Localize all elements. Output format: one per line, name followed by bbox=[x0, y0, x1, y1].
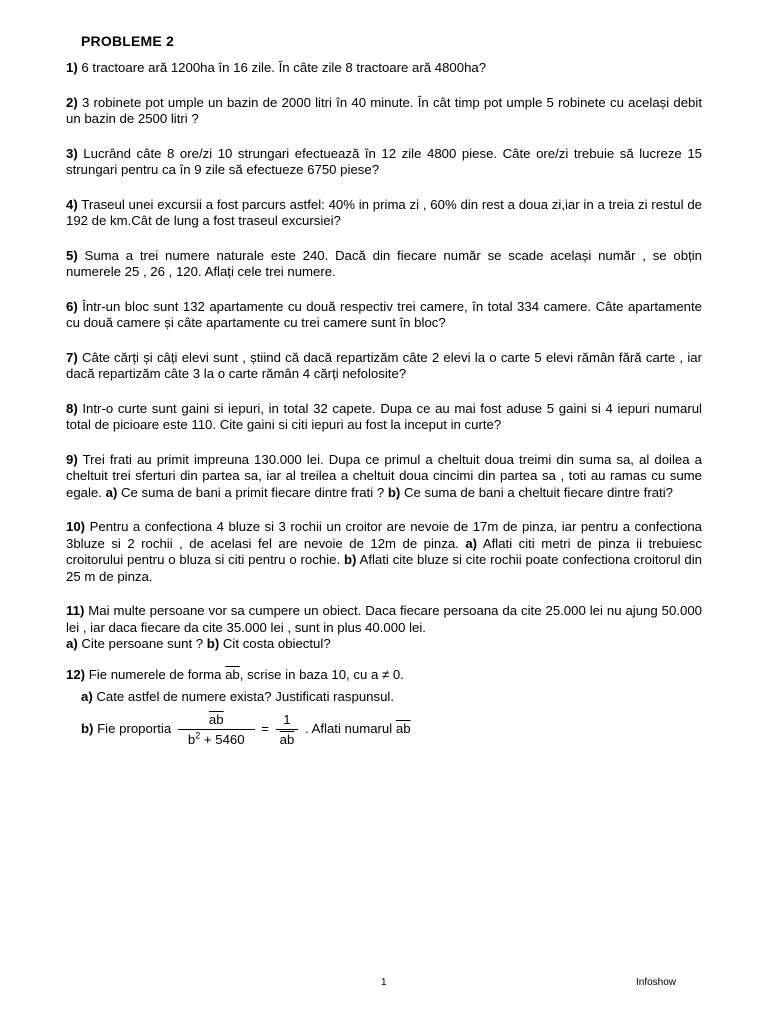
problem-text: Câte cărți și câți elevi sunt , știind că dacă repartizăm câte 2 elevi la o carte 5 elevi rămân fără carte , iar dacă repartizăm câte 3 la o carte rămân 4 cărți nefolosite? bbox=[66, 349, 702, 381]
problem-number: 6) bbox=[66, 298, 78, 314]
problem-1 bbox=[66, 60, 702, 77]
problem-text: Traseul unei excursii a fost parcurs astfel: 40% in prima zi , 60% din rest a doua zi,iar in a treia zi restul de 192 de km.Cât de lung a fost traseul excursiei? bbox=[66, 196, 702, 228]
sub-text-b: Fie proportia bbox=[97, 720, 172, 736]
sub-text-b: Aflati cite bluze si cite rochii poate confectiona croitorul din 25 m de pinza. bbox=[66, 552, 702, 584]
sub-text-a: Aflati citi metri de pinza ii trebuiesc croitorului pentru o bluza si citi pentru o rochie. bbox=[66, 535, 702, 567]
sub-text-b: Ce suma de bani a cheltuit fiecare dintre frati? bbox=[403, 484, 673, 500]
problem-text: Intr-o curte sunt gaini si iepuri, in total 32 capete. Dupa ce au mai fost aduse 5 gaini si 4 iepuri numarul total de picioare este 110. Cite gaini si citi iepuri au fost la inceput in curte? bbox=[66, 400, 702, 432]
problem-11 bbox=[66, 603, 702, 653]
problem-text: Mai multe persoane vor sa cumpere un obiect. Daca fiecare persoana da cite 25.000 lei nu ajung 50.000 lei , iar daca fiecare da cite 35.000 lei , sunt in plus 40.000 lei. bbox=[66, 603, 702, 635]
problem-text: Trei frati au primit impreuna 130.000 lei. Dupa ce primul a cheltuit doua treimi din suma sa, al doilea a cheltuit trei sferturi din partea sa, iar al treilea a cheltuit doua cincimi din partea sa , toti au ramas cu sume egale. bbox=[66, 451, 702, 500]
problem-text: 3 robinete pot umple un bazin de 2000 litri în 40 minute. În cât timp pot umple 5 robinete cu același debit un bazin de 2500 litri ? bbox=[66, 94, 702, 126]
problem-text: Într-un bloc sunt 132 apartamente cu două respectiv trei camere, în total 334 camere. Câte apartamente cu două camere și câte apartamente cu trei camere sunt în bloc? bbox=[66, 298, 702, 330]
sub-label-a: a) bbox=[105, 484, 118, 500]
problem-3 bbox=[66, 146, 702, 179]
frac-numerator: $\overline{ab}$ bbox=[208, 711, 224, 727]
frac-denominator: $b^2 + 5460$ bbox=[187, 730, 245, 747]
sub-text-b: Cit costa obiectul? bbox=[222, 636, 331, 651]
sub-text-a: Cate astfel de numere exista? Justificati raspunsul. bbox=[96, 689, 395, 704]
problem-number: 5) bbox=[66, 247, 78, 263]
problem-text: Lucrând câte 8 ore/zi 10 strungari efectuează în 12 zile 4800 piese. Câte ore/zi trebuie să lucreze 15 strungari pentru ca în 9 zile să efectueze 6750 piese? bbox=[66, 145, 702, 177]
problem-text: Pentru a confectiona 4 bluze si 3 rochii un croitor are nevoie de 17m de pinza, iar pentru a confectiona 3bluze si 2 rochii , de acelasi fel are nevoie de 12m de pinza. bbox=[66, 519, 702, 551]
frac-numerator: 1 bbox=[276, 712, 299, 730]
problem-text-before: Fie numerele de forma bbox=[88, 666, 222, 682]
document-title: PROBLEME 2 bbox=[81, 33, 175, 49]
problem-5 bbox=[66, 248, 702, 281]
sub-text-a: Ce suma de bani a primit fiecare dintre frati ? bbox=[121, 484, 385, 500]
proportion-fraction-right bbox=[276, 712, 299, 747]
problem-number: 4) bbox=[66, 196, 78, 212]
problem-number: 1) bbox=[66, 60, 78, 75]
problem-text: 6 tractoare ară 1200ha în 16 zile. În câte zile 8 tractoare ară 4800ha? bbox=[81, 60, 487, 75]
sub-label-a: a) bbox=[465, 535, 478, 551]
sub-text-b-after: . Aflati numarul bbox=[304, 720, 393, 736]
problem-number: 9) bbox=[66, 451, 78, 467]
sub-item-b bbox=[81, 712, 702, 747]
problem-9 bbox=[66, 452, 702, 502]
sub-label-b: b) bbox=[343, 552, 357, 567]
problem-number: 2) bbox=[66, 94, 78, 110]
problem-number: 3) bbox=[66, 145, 78, 161]
problem-7 bbox=[66, 350, 702, 383]
problem-number: 7) bbox=[66, 349, 78, 365]
sub-label-b: b) bbox=[81, 720, 94, 736]
page-number: 1 bbox=[381, 977, 387, 988]
sub-label-a: a) bbox=[81, 689, 93, 704]
problem-8 bbox=[66, 401, 702, 434]
sub-text-a: Cite persoane sunt ? bbox=[81, 636, 204, 651]
problem-number: 8) bbox=[66, 400, 78, 416]
proportion-fraction-left bbox=[178, 712, 255, 747]
simple-problems bbox=[66, 60, 702, 434]
ab-overline: $\overline{ab}$ bbox=[225, 666, 240, 682]
equals-sign: = bbox=[261, 720, 269, 736]
sub-item-a bbox=[81, 689, 702, 706]
sub-label-a: a) bbox=[66, 636, 78, 651]
sub-label-b: b) bbox=[387, 484, 401, 500]
problem-12 bbox=[66, 667, 702, 747]
problem-number: 11) bbox=[66, 603, 85, 618]
frac-denominator: ab bbox=[279, 731, 295, 747]
problem-number: 12) bbox=[66, 666, 86, 682]
problem-6 bbox=[66, 299, 702, 332]
problem-2 bbox=[66, 95, 702, 128]
ab-overline: $\overline{ab}$ bbox=[395, 720, 411, 736]
problem-number: 10) bbox=[66, 519, 86, 534]
problem-4 bbox=[66, 197, 702, 230]
problem-text: Suma a trei numere naturale este 240. Dacă din fiecare număr se scade același număr , se obțin numerele 25 , 26 , 120. Aflați cele trei numere. bbox=[66, 247, 703, 279]
footer-brand: Infoshow bbox=[636, 977, 677, 988]
problem-text-after: , scrise in baza 10, cu a ≠ 0. bbox=[239, 666, 404, 682]
sub-label-b: b) bbox=[206, 636, 220, 651]
problem-list bbox=[66, 60, 702, 765]
problem-10 bbox=[66, 519, 702, 585]
